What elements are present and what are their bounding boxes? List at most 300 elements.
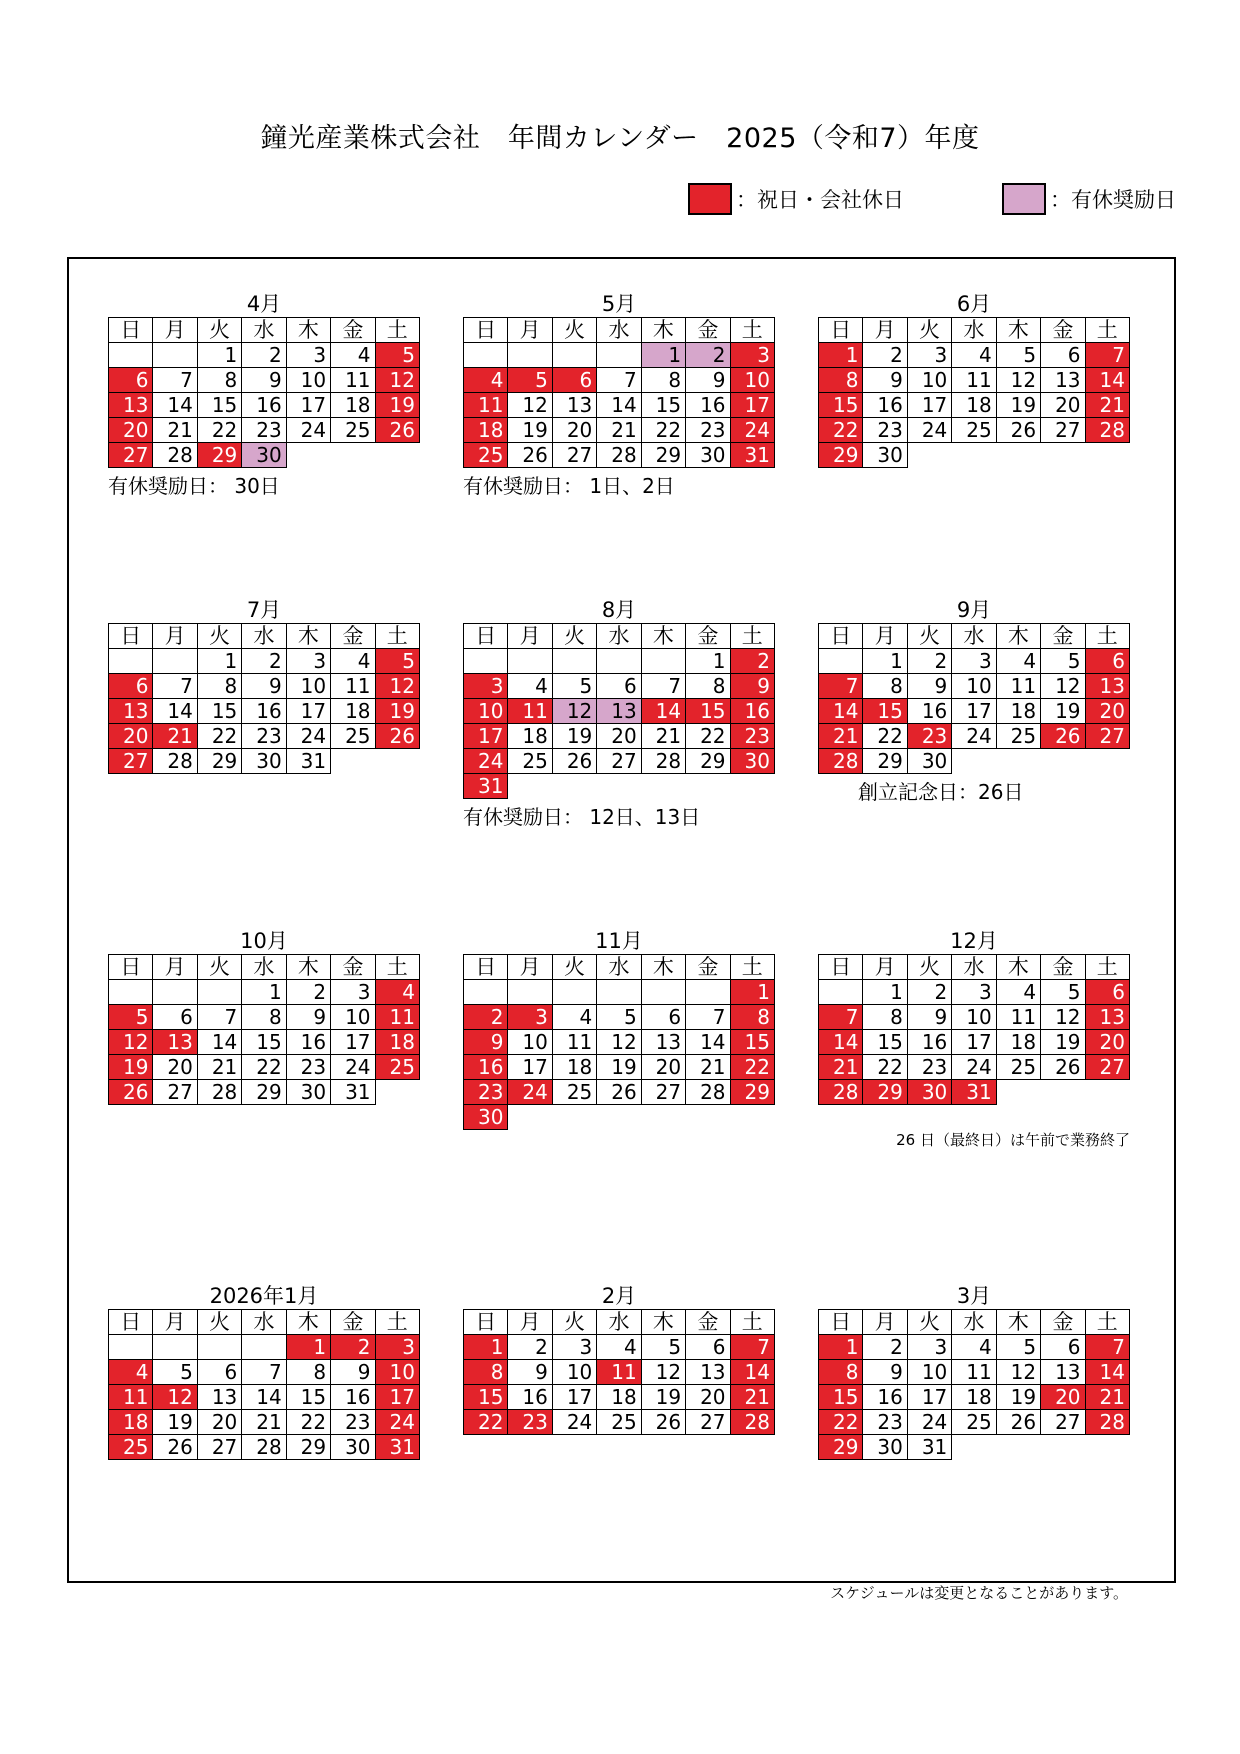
day-cell: 10 <box>508 1030 552 1055</box>
day-cell: 16 <box>464 1055 508 1080</box>
day-cell: 8 <box>686 674 730 699</box>
blank-cell <box>1085 1435 1129 1460</box>
day-cell: 30 <box>907 749 951 774</box>
month-title: 2月 <box>601 1284 637 1308</box>
day-cell: 17 <box>286 393 330 418</box>
day-cell: 26 <box>1041 1055 1085 1080</box>
day-cell: 31 <box>952 1080 996 1105</box>
day-cell: 21 <box>242 1410 286 1435</box>
empty-day-cell <box>109 1335 153 1360</box>
week-row <box>109 1435 420 1460</box>
day-cell: 16 <box>331 1385 375 1410</box>
day-cell: 3 <box>952 980 996 1005</box>
day-cell: 6 <box>1085 980 1129 1005</box>
day-cell: 24 <box>508 1080 552 1105</box>
day-cell: 15 <box>686 699 730 724</box>
blank-cell <box>996 749 1040 774</box>
day-cell: 19 <box>996 393 1040 418</box>
weekday-header: 木 <box>641 1310 685 1335</box>
empty-day-cell <box>109 649 153 674</box>
day-cell: 7 <box>242 1360 286 1385</box>
weekday-header: 土 <box>375 1310 419 1335</box>
day-cell: 3 <box>907 1335 951 1360</box>
day-cell: 21 <box>153 418 197 443</box>
day-cell: 3 <box>464 674 508 699</box>
empty-day-cell <box>597 980 641 1005</box>
weekday-header: 火 <box>907 1310 951 1335</box>
month-title: 3月 <box>956 1284 992 1308</box>
weekday-header: 火 <box>197 318 241 343</box>
day-cell: 22 <box>197 418 241 443</box>
week-row <box>109 699 420 724</box>
month-title: 9月 <box>956 598 992 622</box>
day-cell: 10 <box>907 368 951 393</box>
day-cell: 24 <box>286 724 330 749</box>
day-cell: 28 <box>153 443 197 468</box>
weekday-header: 木 <box>996 624 1040 649</box>
empty-day-cell <box>153 980 197 1005</box>
week-row <box>109 418 420 443</box>
day-cell: 24 <box>375 1410 419 1435</box>
empty-day-cell <box>552 649 596 674</box>
empty-day-cell <box>508 980 552 1005</box>
day-cell: 18 <box>508 724 552 749</box>
weekday-header: 日 <box>819 1310 863 1335</box>
weekday-header: 木 <box>286 955 330 980</box>
day-cell: 3 <box>508 1005 552 1030</box>
day-cell: 25 <box>552 1080 596 1105</box>
day-cell: 21 <box>819 1055 863 1080</box>
week-row <box>109 1360 420 1385</box>
weekday-header: 土 <box>1085 1310 1129 1335</box>
empty-day-cell <box>686 980 730 1005</box>
day-cell: 9 <box>331 1360 375 1385</box>
day-cell: 8 <box>242 1005 286 1030</box>
blank-cell <box>952 1435 996 1460</box>
day-cell: 11 <box>508 699 552 724</box>
day-cell: 10 <box>331 1005 375 1030</box>
week-row <box>464 1335 775 1360</box>
day-cell: 24 <box>952 724 996 749</box>
weekday-header: 木 <box>996 318 1040 343</box>
blank-cell <box>1041 443 1085 468</box>
day-cell: 29 <box>641 443 685 468</box>
empty-day-cell <box>109 343 153 368</box>
day-cell: 17 <box>464 724 508 749</box>
day-cell: 27 <box>109 443 153 468</box>
weekday-header: 日 <box>109 955 153 980</box>
day-cell: 31 <box>907 1435 951 1460</box>
month-grid <box>463 623 775 799</box>
day-cell: 22 <box>863 724 907 749</box>
month-grid <box>463 1309 775 1435</box>
day-cell: 3 <box>952 649 996 674</box>
day-cell: 16 <box>730 699 774 724</box>
day-cell: 10 <box>952 1005 996 1030</box>
weekday-header: 水 <box>242 624 286 649</box>
week-row <box>464 1385 775 1410</box>
day-cell: 1 <box>464 1335 508 1360</box>
week-row <box>464 649 775 674</box>
day-cell: 24 <box>552 1410 596 1435</box>
day-cell: 14 <box>686 1030 730 1055</box>
month-calendar <box>108 289 420 499</box>
day-cell: 19 <box>597 1055 641 1080</box>
day-cell: 8 <box>286 1360 330 1385</box>
weekday-header: 月 <box>153 1310 197 1335</box>
blank-cell <box>907 443 951 468</box>
weekday-header: 月 <box>153 955 197 980</box>
weekday-header: 土 <box>375 624 419 649</box>
day-cell: 7 <box>819 1005 863 1030</box>
day-cell: 2 <box>508 1335 552 1360</box>
day-cell: 25 <box>597 1410 641 1435</box>
day-cell: 14 <box>1085 1360 1129 1385</box>
day-cell: 14 <box>819 1030 863 1055</box>
weekday-header: 木 <box>641 318 685 343</box>
weekday-header-row <box>464 955 775 980</box>
day-cell: 17 <box>952 1030 996 1055</box>
day-cell: 22 <box>819 1410 863 1435</box>
day-cell: 9 <box>907 674 951 699</box>
blank-cell <box>952 749 996 774</box>
day-cell: 5 <box>996 343 1040 368</box>
day-cell: 6 <box>686 1335 730 1360</box>
day-cell: 8 <box>863 1005 907 1030</box>
day-cell: 25 <box>331 724 375 749</box>
week-row <box>464 774 775 799</box>
month-title: 2026年1月 <box>209 1284 319 1308</box>
blank-cell <box>641 774 685 799</box>
weekday-header: 水 <box>597 318 641 343</box>
day-cell: 19 <box>996 1385 1040 1410</box>
month-title: 5月 <box>601 292 637 316</box>
weekday-header: 水 <box>597 1310 641 1335</box>
day-cell: 2 <box>331 1335 375 1360</box>
weekday-header: 日 <box>109 624 153 649</box>
day-cell: 19 <box>153 1410 197 1435</box>
day-cell: 24 <box>464 749 508 774</box>
day-cell: 24 <box>331 1055 375 1080</box>
day-cell: 27 <box>153 1080 197 1105</box>
day-cell: 8 <box>863 674 907 699</box>
day-cell: 31 <box>464 774 508 799</box>
week-row <box>464 980 775 1005</box>
day-cell: 29 <box>819 1435 863 1460</box>
day-cell: 15 <box>242 1030 286 1055</box>
weekday-header: 月 <box>508 1310 552 1335</box>
weekday-header-row <box>109 955 420 980</box>
day-cell: 10 <box>464 699 508 724</box>
day-cell: 26 <box>508 443 552 468</box>
day-cell: 10 <box>952 674 996 699</box>
week-row <box>819 649 1130 674</box>
week-row <box>819 1005 1130 1030</box>
weekday-header: 金 <box>331 955 375 980</box>
weekday-header: 火 <box>907 318 951 343</box>
week-row <box>819 343 1130 368</box>
day-cell: 2 <box>464 1005 508 1030</box>
blank-cell <box>1041 749 1085 774</box>
day-cell: 19 <box>508 418 552 443</box>
day-cell: 23 <box>242 418 286 443</box>
day-cell: 29 <box>197 443 241 468</box>
week-row <box>819 443 1130 468</box>
weekday-header: 水 <box>242 1310 286 1335</box>
day-cell: 19 <box>552 724 596 749</box>
weekday-header: 月 <box>508 624 552 649</box>
day-cell: 19 <box>375 393 419 418</box>
legend-paid-leave-label: ：有休奨励日 <box>1050 188 1176 212</box>
day-cell: 5 <box>1041 980 1085 1005</box>
day-cell: 19 <box>375 699 419 724</box>
month-grid <box>818 623 1130 774</box>
blank-cell <box>730 774 774 799</box>
day-cell: 26 <box>996 1410 1040 1435</box>
day-cell: 5 <box>375 343 419 368</box>
week-row <box>464 443 775 468</box>
day-cell: 28 <box>686 1080 730 1105</box>
weekday-header: 火 <box>552 955 596 980</box>
weekday-header: 日 <box>819 318 863 343</box>
month-calendar <box>108 595 420 774</box>
day-cell: 14 <box>597 393 641 418</box>
day-cell: 9 <box>686 368 730 393</box>
day-cell: 8 <box>197 368 241 393</box>
weekday-header: 金 <box>1041 624 1085 649</box>
weekday-header: 火 <box>907 624 951 649</box>
day-cell: 2 <box>907 649 951 674</box>
day-cell: 20 <box>109 724 153 749</box>
day-cell: 1 <box>686 649 730 674</box>
day-cell: 13 <box>1041 368 1085 393</box>
month-grid <box>818 317 1130 468</box>
day-cell: 13 <box>686 1360 730 1385</box>
day-cell: 4 <box>109 1360 153 1385</box>
day-cell: 11 <box>331 674 375 699</box>
week-row <box>109 343 420 368</box>
day-cell: 6 <box>109 674 153 699</box>
day-cell: 11 <box>552 1030 596 1055</box>
day-cell: 6 <box>1041 1335 1085 1360</box>
day-cell: 28 <box>597 443 641 468</box>
day-cell: 3 <box>730 343 774 368</box>
day-cell: 30 <box>863 1435 907 1460</box>
blank-cell <box>286 443 330 468</box>
day-cell: 15 <box>863 1030 907 1055</box>
day-cell: 22 <box>286 1410 330 1435</box>
day-cell: 12 <box>996 368 1040 393</box>
empty-day-cell <box>641 980 685 1005</box>
day-cell: 17 <box>952 699 996 724</box>
weekday-header: 火 <box>197 1310 241 1335</box>
day-cell: 24 <box>286 418 330 443</box>
day-cell: 27 <box>1041 418 1085 443</box>
day-cell: 31 <box>730 443 774 468</box>
weekday-header: 木 <box>286 624 330 649</box>
weekday-header: 金 <box>331 1310 375 1335</box>
day-cell: 23 <box>686 418 730 443</box>
day-cell: 16 <box>686 393 730 418</box>
day-cell: 29 <box>863 749 907 774</box>
weekday-header: 月 <box>863 1310 907 1335</box>
week-row <box>819 980 1130 1005</box>
day-cell: 10 <box>286 674 330 699</box>
day-cell: 20 <box>1085 699 1129 724</box>
empty-day-cell <box>464 649 508 674</box>
day-cell: 27 <box>1085 1055 1129 1080</box>
day-cell: 23 <box>508 1410 552 1435</box>
day-cell: 19 <box>109 1055 153 1080</box>
day-cell: 14 <box>819 699 863 724</box>
week-row <box>819 724 1130 749</box>
day-cell: 7 <box>1085 343 1129 368</box>
blank-cell <box>686 774 730 799</box>
day-cell: 25 <box>375 1055 419 1080</box>
day-cell: 5 <box>996 1335 1040 1360</box>
weekday-header: 月 <box>863 624 907 649</box>
day-cell: 20 <box>641 1055 685 1080</box>
day-cell: 17 <box>730 393 774 418</box>
weekday-header: 火 <box>552 318 596 343</box>
weekday-header: 月 <box>508 955 552 980</box>
week-row <box>109 649 420 674</box>
week-row <box>819 1055 1130 1080</box>
day-cell: 26 <box>109 1080 153 1105</box>
day-cell: 17 <box>508 1055 552 1080</box>
weekday-header: 火 <box>907 955 951 980</box>
day-cell: 18 <box>552 1055 596 1080</box>
weekday-header: 土 <box>730 624 774 649</box>
day-cell: 12 <box>109 1030 153 1055</box>
week-row <box>819 418 1130 443</box>
day-cell: 28 <box>1085 1410 1129 1435</box>
week-row <box>464 674 775 699</box>
day-cell: 18 <box>464 418 508 443</box>
blank-cell <box>641 1105 685 1130</box>
day-cell: 23 <box>242 724 286 749</box>
day-cell: 28 <box>1085 418 1129 443</box>
weekday-header: 日 <box>464 318 508 343</box>
day-cell: 13 <box>153 1030 197 1055</box>
day-cell: 8 <box>464 1360 508 1385</box>
day-cell: 23 <box>331 1410 375 1435</box>
month-title: 11月 <box>595 929 643 953</box>
day-cell: 5 <box>375 649 419 674</box>
day-cell: 10 <box>552 1360 596 1385</box>
day-cell: 12 <box>552 699 596 724</box>
weekday-header: 金 <box>331 624 375 649</box>
blank-cell <box>686 1105 730 1130</box>
weekday-header: 日 <box>464 624 508 649</box>
day-cell: 26 <box>996 418 1040 443</box>
week-row <box>464 418 775 443</box>
day-cell: 30 <box>686 443 730 468</box>
month-grid <box>108 1309 420 1460</box>
weekday-header: 火 <box>197 955 241 980</box>
week-row <box>464 1080 775 1105</box>
day-cell: 24 <box>907 418 951 443</box>
month-grid <box>463 954 775 1130</box>
day-cell: 8 <box>819 1360 863 1385</box>
day-cell: 23 <box>730 724 774 749</box>
day-cell: 5 <box>153 1360 197 1385</box>
day-cell: 13 <box>109 393 153 418</box>
day-cell: 17 <box>907 1385 951 1410</box>
day-cell: 7 <box>197 1005 241 1030</box>
weekday-header: 木 <box>996 955 1040 980</box>
day-cell: 22 <box>863 1055 907 1080</box>
day-cell: 23 <box>907 1055 951 1080</box>
week-row <box>464 1005 775 1030</box>
empty-day-cell <box>464 343 508 368</box>
day-cell: 7 <box>730 1335 774 1360</box>
blank-cell <box>1041 1435 1085 1460</box>
day-cell: 5 <box>109 1005 153 1030</box>
weekday-header: 月 <box>508 318 552 343</box>
day-cell: 27 <box>1041 1410 1085 1435</box>
day-cell: 5 <box>1041 649 1085 674</box>
day-cell: 17 <box>331 1030 375 1055</box>
month-note: 有休奨励日： 1日、2日 <box>463 474 675 498</box>
week-row <box>109 1005 420 1030</box>
day-cell: 29 <box>197 749 241 774</box>
month-calendar <box>818 289 1130 468</box>
weekday-header: 日 <box>819 955 863 980</box>
day-cell: 15 <box>286 1385 330 1410</box>
day-cell: 29 <box>286 1435 330 1460</box>
day-cell: 18 <box>996 1030 1040 1055</box>
weekday-header-row <box>819 955 1130 980</box>
blank-cell <box>952 443 996 468</box>
weekday-header: 水 <box>242 955 286 980</box>
day-cell: 30 <box>464 1105 508 1130</box>
day-cell: 2 <box>686 343 730 368</box>
day-cell: 18 <box>375 1030 419 1055</box>
weekday-header: 木 <box>641 955 685 980</box>
month-grid <box>108 317 420 468</box>
week-row <box>819 1435 1130 1460</box>
day-cell: 24 <box>952 1055 996 1080</box>
day-cell: 5 <box>597 1005 641 1030</box>
empty-day-cell <box>597 649 641 674</box>
weekday-header: 水 <box>952 624 996 649</box>
day-cell: 18 <box>952 393 996 418</box>
week-row <box>464 393 775 418</box>
blank-cell <box>331 443 375 468</box>
day-cell: 8 <box>819 368 863 393</box>
weekday-header-row <box>464 1310 775 1335</box>
blank-cell <box>597 1105 641 1130</box>
week-row <box>109 1410 420 1435</box>
day-cell: 6 <box>597 674 641 699</box>
day-cell: 26 <box>1041 724 1085 749</box>
weekday-header: 土 <box>1085 318 1129 343</box>
month-grid <box>463 317 775 468</box>
day-cell: 23 <box>464 1080 508 1105</box>
weekday-header: 日 <box>819 624 863 649</box>
week-row <box>109 368 420 393</box>
week-row <box>464 1105 775 1130</box>
empty-day-cell <box>109 980 153 1005</box>
empty-day-cell <box>242 1335 286 1360</box>
day-cell: 17 <box>907 393 951 418</box>
week-row <box>109 724 420 749</box>
week-row <box>819 674 1130 699</box>
day-cell: 3 <box>331 980 375 1005</box>
month-calendar <box>463 926 775 1130</box>
day-cell: 11 <box>464 393 508 418</box>
